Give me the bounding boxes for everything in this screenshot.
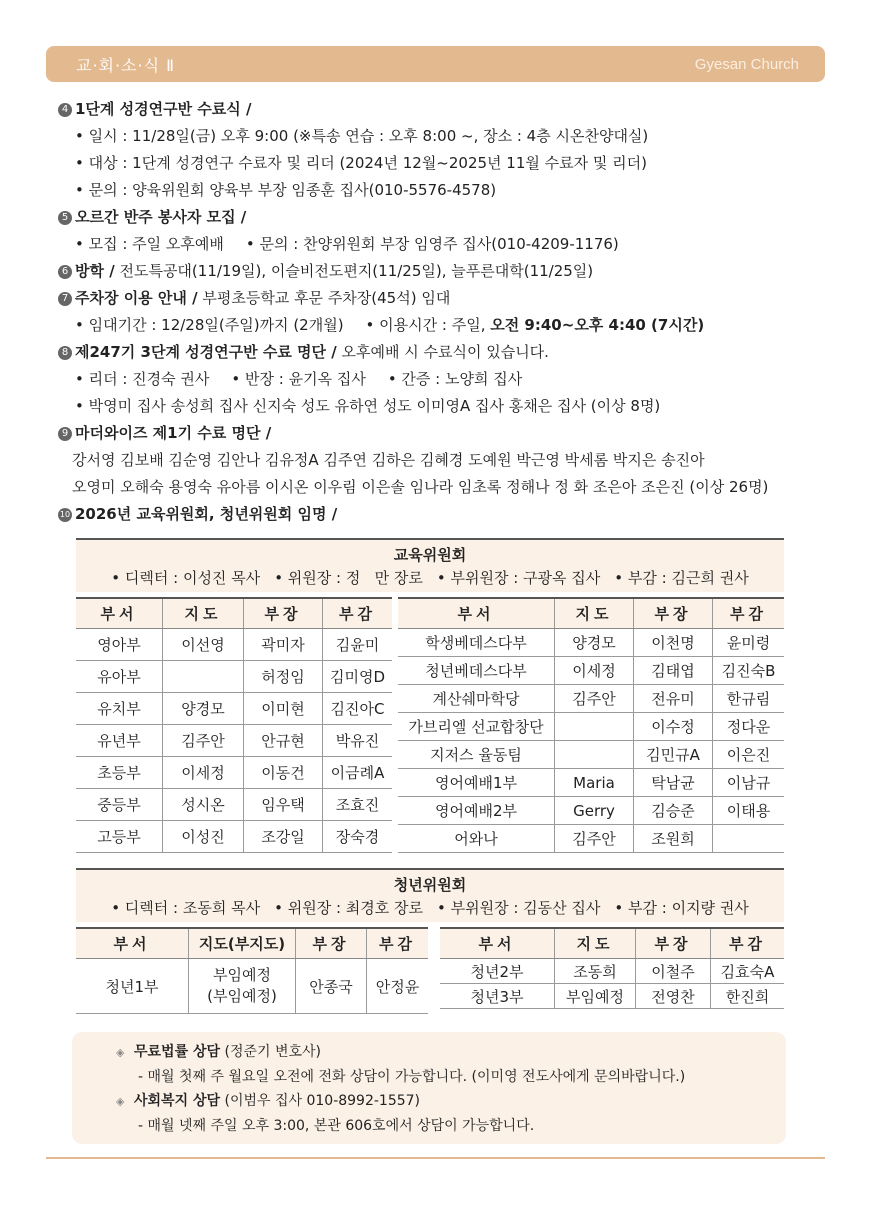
item-4-heading <box>58 96 818 123</box>
table-cell: 어와나 <box>398 825 555 853</box>
table-cell: 이세정 <box>555 657 634 685</box>
youth-sub-supervisor: • 부감 : 이지량 권사 <box>614 899 749 917</box>
item-9-names-1: 강서영 김보배 김순영 김안나 김유정A 김주연 김하은 김혜경 도예원 박근영 박세롬 박지은 송진아 <box>72 451 705 469</box>
table-cell: 고등부 <box>76 821 163 853</box>
header-guide: 지도(부지도) <box>189 928 296 959</box>
item-4-line-1: • 일시 : 11/28일(금) 오후 9:00 (※특송 연습 : 오후 8:00 ~, 장소 : 4층 시온찬양대실) <box>75 127 649 145</box>
column-header: 부장 <box>634 598 713 629</box>
item-10-heading <box>58 501 818 528</box>
item-6-text: 전도특공대(11/19일), 이슬비전도편지(11/25일), 늘푸른대학(11/25일) <box>119 262 594 280</box>
column-header: 부감 <box>713 598 785 629</box>
table-cell: 유년부 <box>76 725 163 757</box>
table-cell: Maria <box>555 769 634 797</box>
youth-director: • 디렉터 : 조동희 목사 <box>111 899 261 917</box>
table-cell: 이세정 <box>163 757 244 789</box>
table-cell: 영어예배1부 <box>398 769 555 797</box>
item-8-heading <box>58 339 818 366</box>
table-row <box>76 725 392 757</box>
table-cell: 한규림 <box>713 685 785 713</box>
table-cell: 이수정 <box>634 713 713 741</box>
church-name: Gyesan Church <box>694 56 799 73</box>
table-cell: 김주안 <box>163 725 244 757</box>
item-5-heading <box>58 204 818 231</box>
header-sub: 부감 <box>367 928 429 959</box>
legal-counsel-sub: (정준기 변호사) <box>224 1044 322 1060</box>
item-4-title: 1단계 성경연구반 수료식 / <box>75 100 252 118</box>
table-cell: 계산쉐마학당 <box>398 685 555 713</box>
youth-table-right <box>440 927 784 1009</box>
number-badge-6: 6 <box>58 265 72 279</box>
table-row <box>398 713 784 741</box>
column-header: 지도 <box>163 598 244 629</box>
table-cell: 중등부 <box>76 789 163 821</box>
education-sub-supervisor: • 부감 : 김근희 권사 <box>614 569 749 587</box>
table-cell: 학생베데스다부 <box>398 629 555 657</box>
table-row <box>76 821 392 853</box>
table-cell: 김승준 <box>634 797 713 825</box>
table-cell: 청년베데스다부 <box>398 657 555 685</box>
welfare-counsel-title: 사회복지 상담 <box>134 1093 221 1109</box>
number-badge-9: 9 <box>58 427 72 441</box>
table-cell: 양경모 <box>555 629 634 657</box>
column-header: 부감 <box>711 928 785 959</box>
item-9-title: 마더와이즈 제1기 수료 명단 / <box>75 424 272 442</box>
table-cell: 김주안 <box>555 685 634 713</box>
table-cell: 청년2부 <box>440 959 555 984</box>
table-cell: 이태용 <box>713 797 785 825</box>
table-cell: 한진희 <box>711 984 785 1009</box>
legal-counsel-desc: - 매월 첫째 주 월요일 오전에 전화 상담이 가능합니다. (이미영 전도사에게 문의바랍니다.) <box>138 1069 686 1085</box>
youth-table-left <box>76 927 428 1014</box>
counseling-notice <box>72 1032 786 1144</box>
diamond-icon: ◈ <box>116 1046 125 1059</box>
table-cell: 이성진 <box>163 821 244 853</box>
column-header: 부장 <box>244 598 323 629</box>
table-cell: 허정임 <box>244 661 323 693</box>
item-4-line-2: • 대상 : 1단계 성경연구 수료자 및 리더 (2024년 12월~2025년 11월 수료자 및 리더) <box>75 154 647 172</box>
education-vice-chair: • 부위원장 : 구광옥 집사 <box>436 569 601 587</box>
education-chair: • 위원장 : 정 만 장로 <box>274 569 423 587</box>
youth-committee <box>76 868 784 922</box>
table-row <box>398 629 784 657</box>
youth-vice-chair: • 부위원장 : 김동산 집사 <box>437 899 601 917</box>
column-header: 부서 <box>440 928 555 959</box>
column-header: 부장 <box>636 928 711 959</box>
table-cell: 유치부 <box>76 693 163 725</box>
welfare-counsel-sub: (이범우 집사 010-8992-1557) <box>224 1093 421 1109</box>
table-cell: 조효진 <box>323 789 393 821</box>
item-6-heading <box>58 258 818 285</box>
table-row <box>76 629 392 661</box>
table-cell: 이동건 <box>244 757 323 789</box>
item-9-heading <box>58 420 818 447</box>
table-cell <box>555 713 634 741</box>
table-cell <box>555 741 634 769</box>
table-row <box>398 797 784 825</box>
table-row <box>76 959 428 1014</box>
table-cell: 성시온 <box>163 789 244 821</box>
item-7-title: 주차장 이용 안내 / <box>75 289 198 307</box>
education-header <box>76 538 784 592</box>
number-badge-7: 7 <box>58 292 72 306</box>
education-info <box>76 566 784 592</box>
item-8-text: 오후예배 시 수료식이 있습니다. <box>341 343 549 361</box>
item-7-heading <box>58 285 818 312</box>
table-row <box>440 959 784 984</box>
header-bar <box>46 46 825 82</box>
table-cell: 이금례A <box>323 757 393 789</box>
youth-title: 청년위원회 <box>393 876 467 894</box>
item-8-captain: • 반장 : 윤기옥 집사 <box>231 370 366 388</box>
education-committee <box>76 538 784 592</box>
item-7-line <box>58 312 818 339</box>
table-cell <box>163 661 244 693</box>
number-badge-8: 8 <box>58 346 72 360</box>
table-cell: 김주안 <box>555 825 634 853</box>
table-cell: 영어예배2부 <box>398 797 555 825</box>
table-row <box>76 789 392 821</box>
item-7-period: • 임대기간 : 12/28일(주일)까지 (2개월) <box>75 316 344 334</box>
table-cell: 곽미자 <box>244 629 323 661</box>
item-7-time-label: • 이용시간 : 주일, <box>365 316 491 334</box>
table-cell: 지저스 율동팀 <box>398 741 555 769</box>
column-header: 부서 <box>76 598 163 629</box>
table-cell: 이미현 <box>244 693 323 725</box>
table-cell: 윤미령 <box>713 629 785 657</box>
table-cell: 양경모 <box>163 693 244 725</box>
youth-info <box>76 896 784 922</box>
cell-guide-line-2: (부임예정) <box>207 987 277 1005</box>
youth-header <box>76 868 784 922</box>
table-row <box>76 693 392 725</box>
column-header: 부감 <box>323 598 393 629</box>
table-cell: 이남규 <box>713 769 785 797</box>
education-director: • 디렉터 : 이성진 목사 <box>111 569 261 587</box>
table-cell: 박유진 <box>323 725 393 757</box>
item-9-names-2: 오영미 오해숙 용영숙 유아름 이시온 이우림 이은솔 임나라 임초록 정해나 정 화 조은아 조은진 (이상 26명) <box>72 478 769 496</box>
table-header-row <box>440 928 784 959</box>
table-cell: 이철주 <box>636 959 711 984</box>
item-5-contact: • 문의 : 찬양위원회 부장 임영주 집사(010-4209-1176) <box>245 235 619 253</box>
cell-guide <box>189 959 296 1014</box>
table-cell: 김진아C <box>323 693 393 725</box>
table-cell: 이천명 <box>634 629 713 657</box>
item-5-recruit: • 모집 : 주일 오후예배 <box>75 235 224 253</box>
youth-chair: • 위원장 : 최경호 장로 <box>274 899 423 917</box>
table-cell: 장숙경 <box>323 821 393 853</box>
table-cell: 부임예정 <box>555 984 636 1009</box>
table-header-row <box>76 928 428 959</box>
table-header-row <box>76 598 392 629</box>
table-row <box>76 661 392 693</box>
diamond-icon: ◈ <box>116 1095 125 1108</box>
number-badge-5: 5 <box>58 211 72 225</box>
table-row <box>76 757 392 789</box>
table-cell: 정다운 <box>713 713 785 741</box>
table-cell: 안규현 <box>244 725 323 757</box>
table-cell: 전유미 <box>634 685 713 713</box>
column-header: 부서 <box>398 598 555 629</box>
table-cell: 이선영 <box>163 629 244 661</box>
table-cell: 영아부 <box>76 629 163 661</box>
table-cell: 전영찬 <box>636 984 711 1009</box>
item-8-roles <box>58 366 818 393</box>
table-row <box>398 685 784 713</box>
item-8-members: • 박영미 집사 송성희 집사 신지숙 성도 유하연 성도 이미영A 집사 홍채은 집사 (이상 8명) <box>75 397 661 415</box>
table-cell: 김미영D <box>323 661 393 693</box>
column-header: 지도 <box>555 598 634 629</box>
number-badge-4: 4 <box>58 103 72 117</box>
cell-head: 안종국 <box>296 959 367 1014</box>
table-cell: 김태엽 <box>634 657 713 685</box>
education-table-left <box>76 597 392 853</box>
table-cell: 조강일 <box>244 821 323 853</box>
table-cell: 조원희 <box>634 825 713 853</box>
table-cell: 유아부 <box>76 661 163 693</box>
legal-counsel-title: 무료법률 상담 <box>134 1044 221 1060</box>
table-cell: 김민규A <box>634 741 713 769</box>
table-row <box>440 984 784 1009</box>
table-row <box>398 769 784 797</box>
table-cell: 임우택 <box>244 789 323 821</box>
column-header: 지도 <box>555 928 636 959</box>
table-cell: 김윤미 <box>323 629 393 661</box>
table-cell: 김효숙A <box>711 959 785 984</box>
legal-counsel-heading <box>116 1040 786 1065</box>
education-table-right <box>398 597 784 853</box>
item-10-title: 2026년 교육위원회, 청년위원회 임명 / <box>75 505 338 523</box>
section-title: 교·회·소·식 Ⅱ <box>76 56 176 75</box>
table-cell: 청년3부 <box>440 984 555 1009</box>
item-5-title: 오르간 반주 봉사자 모집 / <box>75 208 247 226</box>
footer-rule <box>46 1157 825 1159</box>
item-7-time: 오전 9:40~오후 4:40 (7시간) <box>490 316 705 334</box>
cell-sub: 안정윤 <box>367 959 429 1014</box>
item-6-title: 방학 / <box>75 262 115 280</box>
header-dept: 부서 <box>76 928 189 959</box>
header-head: 부장 <box>296 928 367 959</box>
cell-guide-line-1: 부임예정 <box>213 966 271 984</box>
table-cell: 조동희 <box>555 959 636 984</box>
table-cell: Gerry <box>555 797 634 825</box>
table-header-row <box>398 598 784 629</box>
education-title: 교육위원회 <box>393 546 467 564</box>
table-cell <box>713 825 785 853</box>
table-row <box>398 657 784 685</box>
item-8-testimony: • 간증 : 노양희 집사 <box>387 370 523 388</box>
news-content <box>58 96 818 528</box>
number-badge-10: 10 <box>58 508 72 522</box>
item-8-leader: • 리더 : 진경숙 권사 <box>75 370 210 388</box>
welfare-counsel-desc: - 매월 넷째 주일 오후 3:00, 본관 606호에서 상담이 가능합니다. <box>138 1118 535 1134</box>
cell-dept: 청년1부 <box>76 959 189 1014</box>
item-8-title: 제247기 3단계 성경연구반 수료 명단 / <box>75 343 337 361</box>
table-row <box>398 825 784 853</box>
item-5-line <box>58 231 818 258</box>
table-cell: 이은진 <box>713 741 785 769</box>
table-row <box>398 741 784 769</box>
welfare-counsel-heading <box>116 1089 786 1114</box>
item-4-line-3: • 문의 : 양육위원회 양육부 부장 임종훈 집사(010-5576-4578) <box>75 181 497 199</box>
table-cell: 김진숙B <box>713 657 785 685</box>
table-cell: 가브리엘 선교합창단 <box>398 713 555 741</box>
item-7-text: 부평초등학교 후문 주차장(45석) 임대 <box>202 289 451 307</box>
table-cell: 초등부 <box>76 757 163 789</box>
table-cell: 탁남균 <box>634 769 713 797</box>
